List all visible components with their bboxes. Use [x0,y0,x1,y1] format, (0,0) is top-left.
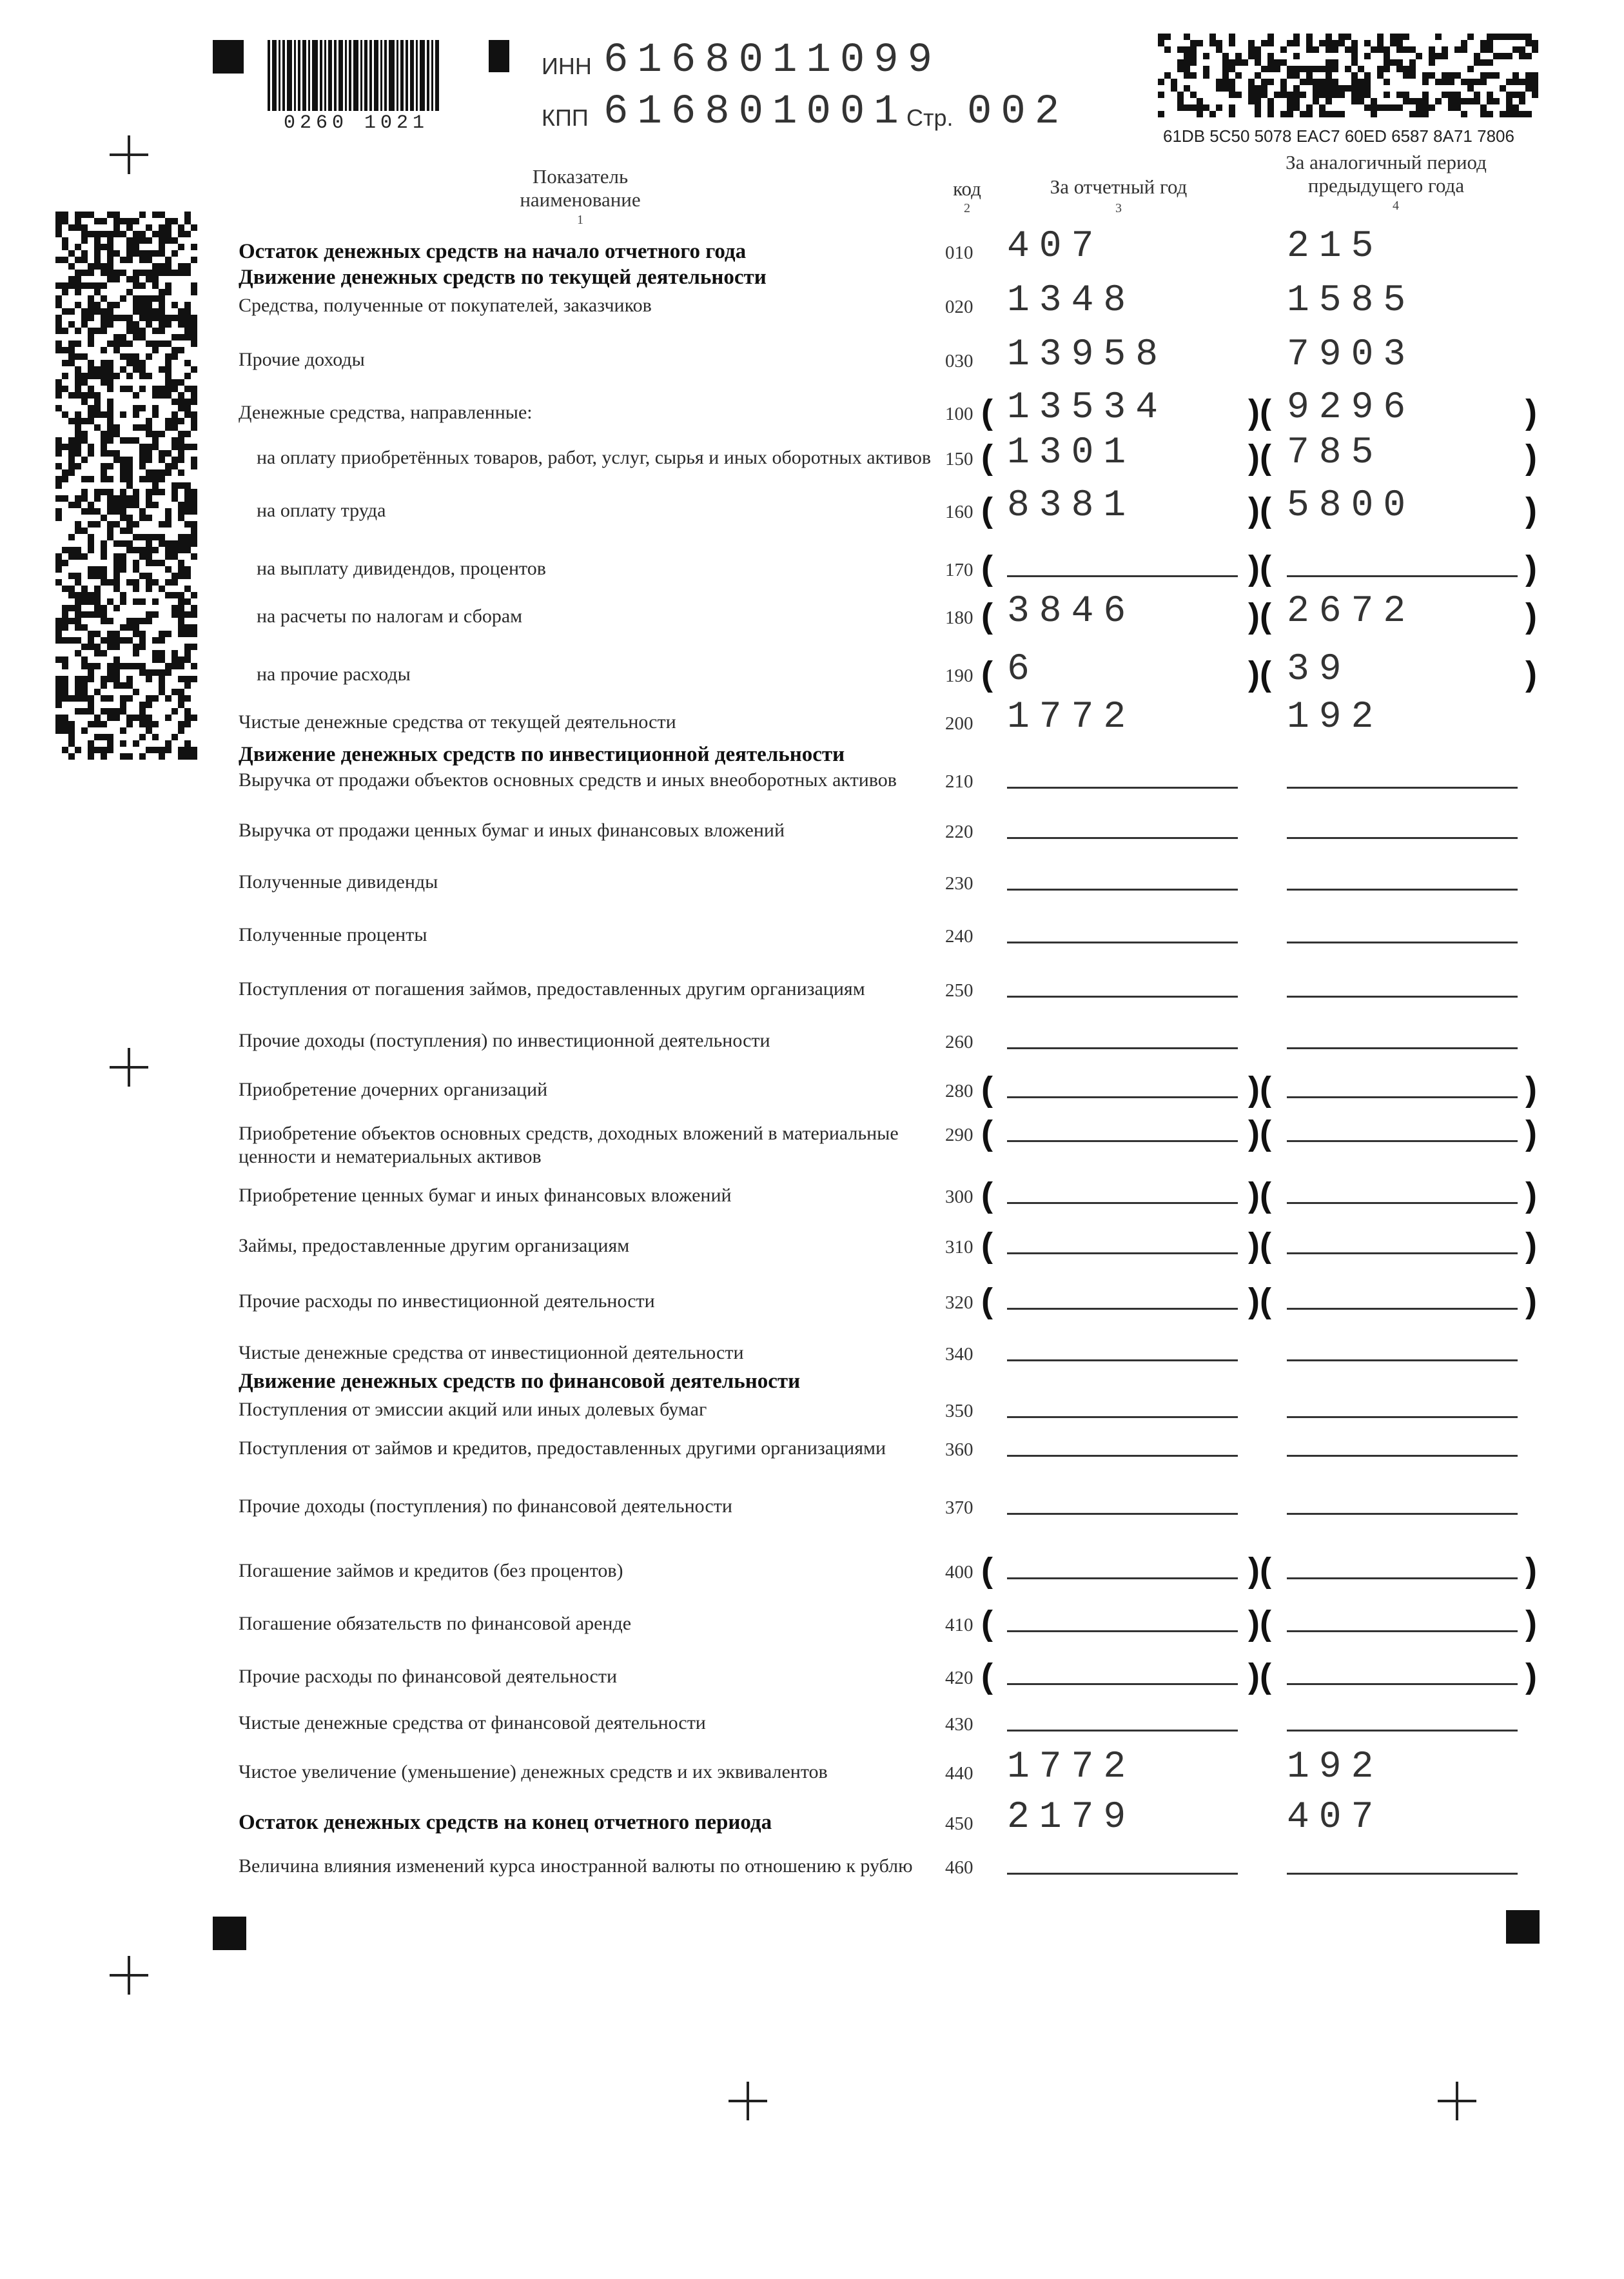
row-code: 440 [945,1763,973,1784]
section-heading: Движение денежных средств по инвестиционной деятельности [239,743,845,766]
row-code: 220 [945,822,973,842]
row-code: 460 [945,1857,973,1878]
bracket-pair: )( [1248,1176,1271,1214]
current-year-value: 1301 [1007,432,1136,474]
open-bracket: ( [981,491,993,529]
row-label: Прочие доходы (поступления) по инвестиционной деятельности [239,1030,770,1051]
row-code: 180 [945,607,973,628]
row-code: 300 [945,1187,973,1207]
registration-cross [110,1048,148,1087]
row-label: Поступления от займов и кредитов, предоставленных другими организациями [239,1437,886,1459]
empty-value-line [1007,575,1238,577]
row-label: Чистое увеличение (уменьшение) денежных средств и их эквивалентов [239,1761,828,1782]
open-bracket: ( [981,1657,993,1695]
previous-year-value: 192 [1287,1746,1384,1788]
open-bracket: ( [981,1176,993,1214]
bracket-pair: )( [1248,1657,1271,1695]
row-code: 420 [945,1668,973,1688]
row-code: 350 [945,1401,973,1421]
inn-label: ИНН [542,53,592,79]
empty-value-line [1287,1513,1518,1515]
current-year-value: 3846 [1007,591,1136,633]
inn-value: 6168011099 [603,37,942,84]
row-label: Приобретение ценных бумаг и иных финансовых вложений [239,1185,732,1206]
row-label: Прочие доходы (поступления) по финансовой деятельности [239,1495,732,1517]
current-year-value: 13958 [1007,334,1168,376]
marker-square [213,40,244,74]
empty-value-line [1007,1252,1238,1254]
previous-year-value: 9296 [1287,387,1416,429]
row-label: Остаток денежных средств на начало отчетного года [239,240,747,263]
empty-value-line [1007,1359,1238,1361]
bracket-pair: )( [1248,1226,1271,1265]
previous-year-value: 39 [1287,649,1351,691]
empty-value-line [1287,575,1518,577]
column-number: 1 [577,213,583,227]
marker-square [489,40,509,72]
empty-value-line [1287,1202,1518,1204]
section-heading: Движение денежных средств по текущей деятельности [239,266,767,289]
bracket-pair: )( [1248,1551,1271,1590]
close-bracket: ) [1525,1114,1537,1152]
row-code: 030 [945,351,973,371]
bracket-pair: )( [1248,597,1271,635]
row-code: 310 [945,1237,973,1258]
row-label: Средства, полученные от покупателей, заказчиков [239,295,652,316]
empty-value-line [1007,1683,1238,1685]
row-code: 340 [945,1344,973,1365]
marker-square [213,1917,246,1950]
datamatrix-code [1158,34,1538,121]
registration-cross [110,135,148,174]
empty-value-line [1007,787,1238,789]
close-bracket: ) [1525,549,1537,587]
previous-year-value: 192 [1287,696,1384,738]
open-bracket: ( [981,1070,993,1109]
empty-value-line [1287,1683,1518,1685]
row-code: 450 [945,1813,973,1834]
row-label: Займы, предоставленные другим организациям [239,1235,630,1256]
current-year-value: 6 [1007,649,1039,691]
close-bracket: ) [1525,1657,1537,1695]
column-number: 4 [1393,199,1399,213]
row-code: 360 [945,1439,973,1460]
bracket-pair: )( [1248,1604,1271,1643]
empty-value-line [1287,1455,1518,1457]
empty-value-line [1287,996,1518,998]
row-label: Денежные средства, направленные: [239,402,533,423]
empty-value-line [1287,1047,1518,1049]
empty-value-line [1287,1630,1518,1632]
empty-value-line [1287,942,1518,943]
open-bracket: ( [981,549,993,587]
empty-value-line [1287,1252,1518,1254]
registration-cross [1438,2082,1476,2120]
empty-value-line [1287,1308,1518,1310]
row-label: Поступления от погашения займов, предоставленных другим организациям [239,978,865,1000]
close-bracket: ) [1525,1281,1537,1320]
empty-value-line [1287,1359,1518,1361]
previous-year-value: 2672 [1287,591,1416,633]
close-bracket: ) [1525,438,1537,477]
empty-value-line [1287,1730,1518,1731]
row-code: 370 [945,1497,973,1518]
row-code: 190 [945,666,973,686]
bracket-pair: )( [1248,1281,1271,1320]
bracket-pair: )( [1248,491,1271,529]
empty-value-line [1287,1416,1518,1418]
row-code: 010 [945,242,973,263]
marker-square [1506,1910,1540,1944]
row-label: Выручка от продажи объектов основных средств и иных внеоборотных активов [239,769,897,791]
row-label: Выручка от продажи ценных бумаг и иных финансовых вложений [239,820,785,841]
close-bracket: ) [1525,1226,1537,1265]
kpp-label: КПП [542,104,589,131]
previous-year-value: 7903 [1287,334,1416,376]
close-bracket: ) [1525,1070,1537,1109]
open-bracket: ( [981,1226,993,1265]
open-bracket: ( [981,1551,993,1590]
empty-value-line [1007,889,1238,891]
row-label: Прочие доходы [239,349,365,370]
row-label: Поступления от эмиссии акций или иных долевых бумаг [239,1399,707,1420]
current-year-value: 1772 [1007,696,1136,738]
open-bracket: ( [981,1281,993,1320]
empty-value-line [1007,996,1238,998]
empty-value-line [1007,1308,1238,1310]
previous-year-value: 5800 [1287,485,1416,527]
close-bracket: ) [1525,597,1537,635]
empty-value-line [1287,837,1518,839]
close-bracket: ) [1525,1604,1537,1643]
empty-value-line [1007,1630,1238,1632]
row-label: Погашение займов и кредитов (без процентов) [239,1560,623,1581]
column-header-previous: За аналогичный период предыдущего года [1286,151,1487,197]
row-code: 290 [945,1125,973,1145]
barcode [268,40,441,111]
row-label: Чистые денежные средства от текущей деятельности [239,711,676,733]
bracket-pair: )( [1248,393,1271,431]
bracket-pair: )( [1248,1070,1271,1109]
empty-value-line [1007,1096,1238,1098]
page-label: Стр. [906,104,954,131]
open-bracket: ( [981,1604,993,1643]
open-bracket: ( [981,1114,993,1152]
registration-cross [110,1956,148,1995]
row-code: 150 [945,449,973,469]
previous-year-value: 215 [1287,226,1384,268]
row-code: 210 [945,771,973,792]
empty-value-line [1287,787,1518,789]
row-code: 400 [945,1562,973,1583]
row-label: на оплату труда [257,500,386,521]
section-heading: Движение денежных средств по финансовой деятельности [239,1370,801,1393]
row-code: 170 [945,560,973,580]
row-code: 430 [945,1714,973,1735]
row-code: 410 [945,1615,973,1635]
row-code: 160 [945,502,973,522]
row-code: 260 [945,1032,973,1052]
column-number: 3 [1115,201,1122,215]
bracket-pair: )( [1248,1114,1271,1152]
empty-value-line [1007,942,1238,943]
bracket-pair: )( [1248,549,1271,587]
row-label: на расчеты по налогам и сборам [257,606,523,627]
current-year-value: 1772 [1007,1746,1136,1788]
empty-value-line [1007,1577,1238,1579]
row-label: Чистые денежные средства от инвестиционной деятельности [239,1342,744,1363]
open-bracket: ( [981,597,993,635]
empty-value-line [1287,1096,1518,1098]
empty-value-line [1007,1873,1238,1875]
empty-value-line [1007,1513,1238,1515]
bracket-pair: )( [1248,655,1271,693]
row-label: Погашение обязательств по финансовой аренде [239,1613,632,1634]
open-bracket: ( [981,655,993,693]
previous-year-value: 785 [1287,432,1384,474]
side-barcode [55,212,199,762]
registration-cross [729,2082,767,2120]
row-label: Полученные дивиденды [239,871,438,893]
row-code: 230 [945,873,973,894]
close-bracket: ) [1525,393,1537,431]
empty-value-line [1287,1577,1518,1579]
empty-value-line [1007,837,1238,839]
empty-value-line [1287,1873,1518,1875]
row-code: 200 [945,713,973,734]
previous-year-value: 407 [1287,1797,1384,1839]
row-label: Чистые денежные средства от финансовой деятельности [239,1712,706,1733]
row-label: Величина влияния изменений курса иностранной валюты по отношению к рублю [239,1855,913,1877]
close-bracket: ) [1525,491,1537,529]
close-bracket: ) [1525,1551,1537,1590]
row-code: 320 [945,1292,973,1313]
barcode-digits: 0260 1021 [284,112,429,134]
row-label: Остаток денежных средств на конец отчетного периода [239,1811,772,1834]
row-label: Приобретение объектов основных средств, доходных вложений в материальные ценности и нематериальных активов [239,1123,899,1167]
empty-value-line [1287,1140,1518,1142]
previous-year-value: 1585 [1287,280,1416,322]
row-label: Полученные проценты [239,924,427,945]
empty-value-line [1007,1140,1238,1142]
empty-value-line [1007,1730,1238,1731]
row-code: 280 [945,1081,973,1101]
empty-value-line [1007,1047,1238,1049]
document-hash: 61DB 5C50 5078 EAC7 60ED 6587 8A71 7806 [1163,126,1514,146]
current-year-value: 407 [1007,226,1104,268]
close-bracket: ) [1525,655,1537,693]
open-bracket: ( [981,393,993,431]
row-label: на оплату приобретённых товаров, работ, услуг, сырья и иных оборотных активов [257,447,931,468]
row-label: на выплату дивидендов, процентов [257,558,546,579]
empty-value-line [1007,1455,1238,1457]
current-year-value: 8381 [1007,485,1136,527]
kpp-value: 616801001 [603,89,908,135]
current-year-value: 2179 [1007,1797,1136,1839]
close-bracket: ) [1525,1176,1537,1214]
current-year-value: 1348 [1007,280,1136,322]
row-code: 100 [945,404,973,424]
row-code: 240 [945,926,973,947]
row-code: 250 [945,980,973,1001]
row-label: Приобретение дочерних организаций [239,1079,548,1100]
row-label: Прочие расходы по финансовой деятельности [239,1666,618,1687]
page-value: 002 [967,89,1069,135]
empty-value-line [1007,1202,1238,1204]
column-number: 2 [964,201,970,215]
column-header-indicator: Показатель наименование [520,165,641,211]
column-header-code: код [953,177,981,200]
empty-value-line [1287,889,1518,891]
row-label: на прочие расходы [257,664,411,685]
bracket-pair: )( [1248,438,1271,477]
column-header-current: За отчетный год [1050,175,1188,198]
row-label: Прочие расходы по инвестиционной деятельности [239,1290,655,1312]
current-year-value: 13534 [1007,387,1168,429]
open-bracket: ( [981,438,993,477]
empty-value-line [1007,1416,1238,1418]
row-code: 020 [945,297,973,317]
